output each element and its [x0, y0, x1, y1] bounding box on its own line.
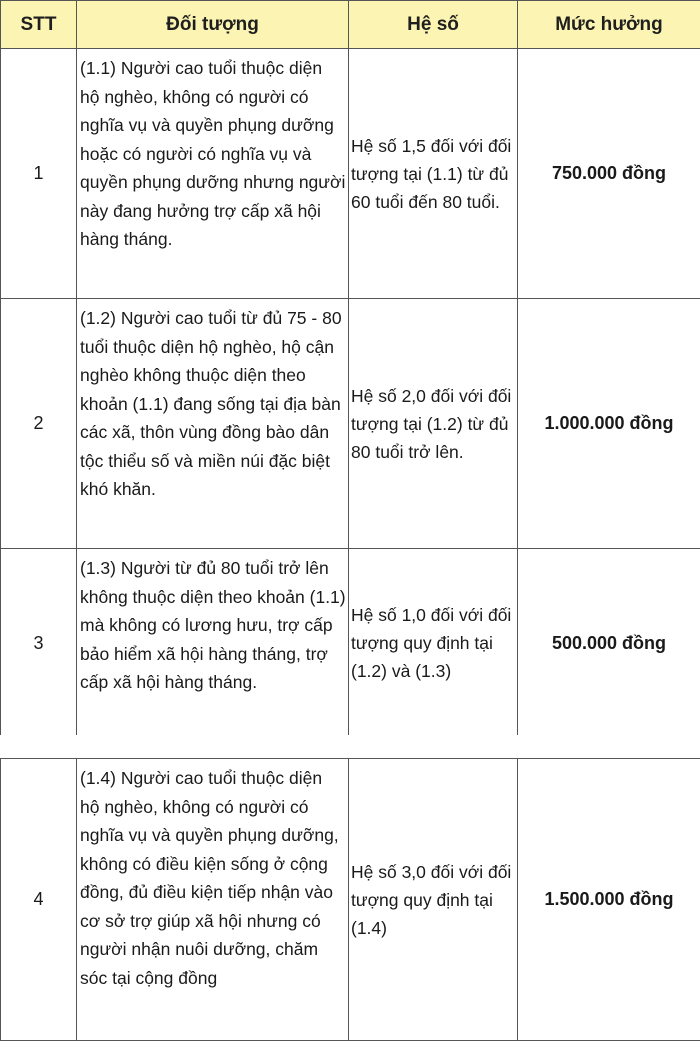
table-row [1, 299, 700, 549]
header-benefit: Mức hưởng [518, 1, 700, 49]
table-row [1, 759, 700, 1041]
row-subject: (1.4) Người cao tuổi thuộc diện hộ nghèo, không có người có nghĩa vụ và quyền phụng dưỡng, không có điều kiện sống ở cộng đồng, đủ điều kiện tiếp nhận vào cơ sở trợ giúp xã hội nhưng có người nhận nuôi dưỡng, chăm sóc tại cộng đồng [77, 759, 349, 1041]
row-benefit: 750.000 đồng [518, 49, 700, 299]
header-coefficient: Hệ số [349, 1, 518, 49]
table-gap [0, 735, 700, 758]
row-subject: (1.1) Người cao tuổi thuộc diện hộ nghèo, không có người có nghĩa vụ và quyền phụng dưỡng hoặc có người có nghĩa vụ và quyền phụng dưỡng nhưng người này đang hưởng trợ cấp xã hội hàng tháng. [77, 49, 349, 299]
row-benefit: 500.000 đồng [518, 549, 700, 738]
header-stt: STT [1, 1, 77, 49]
table-row [1, 49, 700, 299]
row-coefficient: Hệ số 3,0 đối với đối tượng quy định tại (1.4) [349, 759, 518, 1041]
header-subject: Đối tượng [77, 1, 349, 49]
row-subject: (1.2) Người cao tuổi từ đủ 75 - 80 tuổi thuộc diện hộ nghèo, hộ cận nghèo không thuộc diện theo khoản (1.1) đang sống tại địa bàn các xã, thôn vùng đồng bào dân tộc thiểu số và miền núi đặc biệt khó khăn. [77, 299, 349, 549]
row-stt: 4 [1, 759, 77, 1041]
row-subject: (1.3) Người từ đủ 80 tuổi trở lên không thuộc diện theo khoản (1.1) mà không có lương hưu, trợ cấp bảo hiểm xã hội hàng tháng, trợ cấp xã hội hàng tháng. [77, 549, 349, 738]
row-stt: 3 [1, 549, 77, 738]
header-row [1, 1, 700, 49]
row-stt: 2 [1, 299, 77, 549]
row-coefficient: Hệ số 1,5 đối với đối tượng tại (1.1) từ đủ 60 tuổi đến 80 tuổi. [349, 49, 518, 299]
table-row [1, 549, 700, 738]
row-stt: 1 [1, 49, 77, 299]
benefit-table-continued [0, 758, 700, 1041]
row-benefit: 1.000.000 đồng [518, 299, 700, 549]
row-coefficient: Hệ số 1,0 đối với đối tượng quy định tại (1.2) và (1.3) [349, 549, 518, 738]
row-benefit: 1.500.000 đồng [518, 759, 700, 1041]
row-coefficient: Hệ số 2,0 đối với đối tượng tại (1.2) từ đủ 80 tuổi trở lên. [349, 299, 518, 549]
